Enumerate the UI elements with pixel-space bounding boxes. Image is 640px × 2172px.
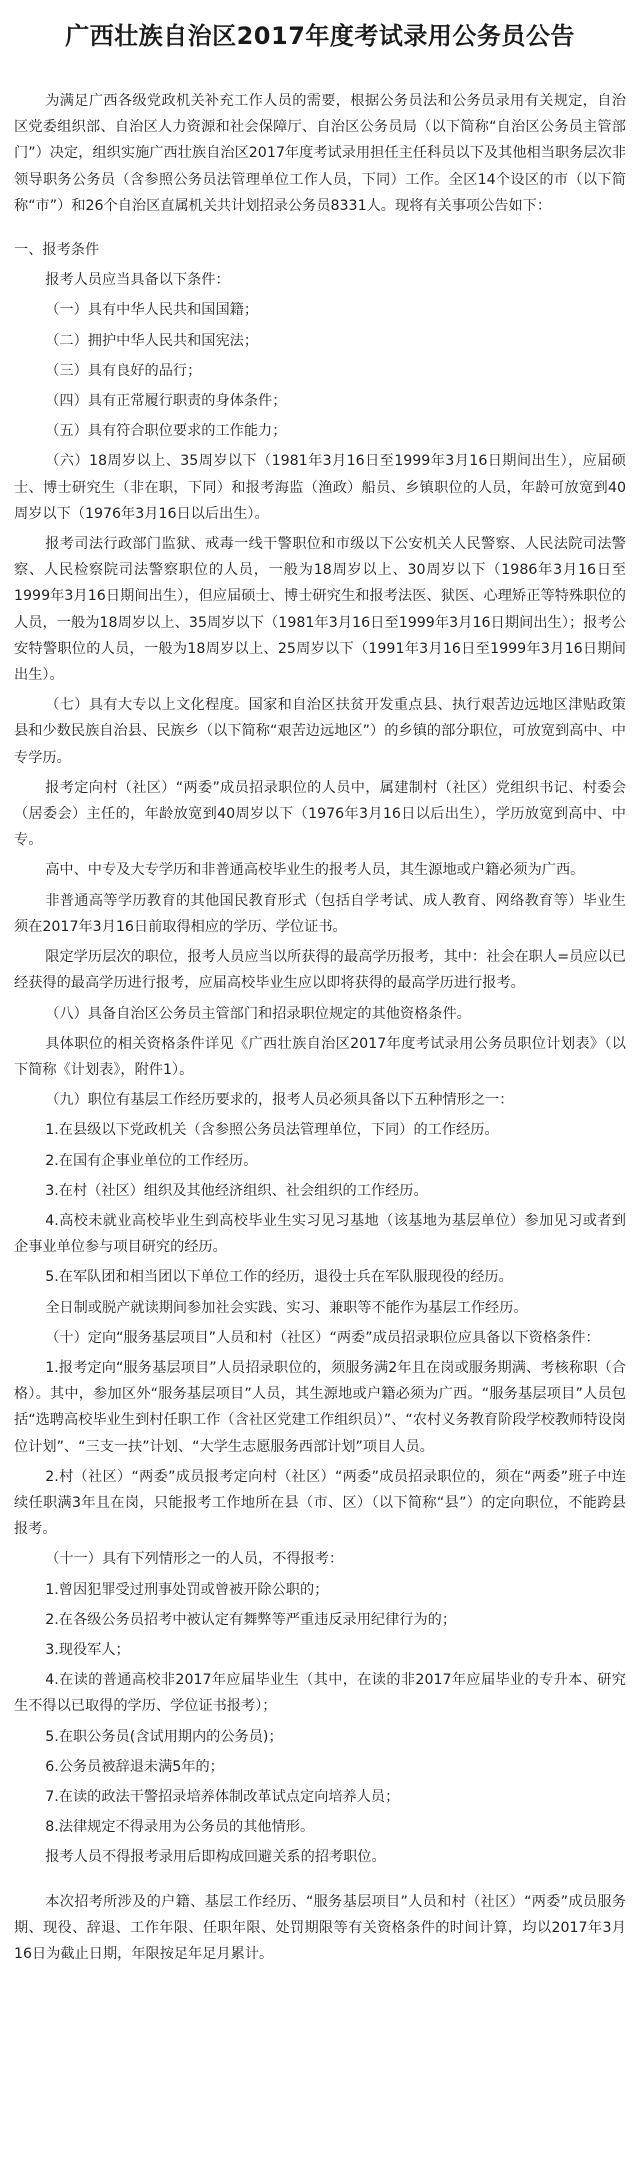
announcement-body (14, 88, 626, 1971)
paragraph: （九）职位有基层工作经历要求的，报考人员必须具备以下五种情形之一： (45, 1092, 514, 1109)
page-title: 广西壮族自治区2017年度考试录用公务员公告 (65, 22, 575, 50)
paragraph: 具体职位的相关资格条件详见《广西壮族自治区2017年度考试录用公务员职位计划表》（以下简称《计划表》，附件1）。 (14, 1035, 626, 1078)
paragraph: （七）具有大专以上文化程度。国家和自治区扶贫开发重点县、执行艰苦边远地区津贴政策县和少数民族自治县、民族乡（以下简称“艰苦边远地区”）的乡镇的部分职位，可放宽到高中、中专学历。 (14, 697, 626, 766)
paragraph: 5.在职公务员(含试用期内的公务员)； (45, 1728, 283, 1745)
paragraph: 为满足广西各级党政机关补充工作人员的需要，根据公务员法和公务员录用有关规定，自治区党委组织部、自治区人力资源和社会保障厅、自治区公务员局（以下简称“自治区公务员主管部门”）决定，组织实施广西壮族自治区2017年度考试录用担任主任科员以下及其他相当职务层次非领导职务公务员（含参照公务员法管理单位工作人员，下同）工作。全区14个设区的市（以下简称“市”）和26个自治区直属机关共计划招录公务员8331人。现将有关事项公告如下： (14, 93, 626, 214)
paragraph: （十一）具有下列情形之一的人员，不得报考： (45, 1551, 344, 1568)
paragraph: 报考司法行政部门监狱、戒毒一线干警职位和市级以下公安机关人民警察、人民法院司法警察、人民检察院司法警察职位的人员，一般为18周岁以上、30周岁以下（1986年3月16日至1999年3月16日期间出生），但应届硕士、博士研究生和报考法医、狱医、心理矫正等特殊职位的人员，一般为18周岁以上、35周岁以下（1981年3月16日至1999年3月16日期间出生）；报考公安特警职位的人员，一般为18周岁以上、25周岁以下（1991年3月16日至1999年3月16日期间出生）。 (14, 536, 626, 684)
paragraph: （四）具有正常履行职责的身体条件； (45, 393, 287, 410)
paragraph: 1.曾因犯罪受过刑事处罚或曾被开除公职的； (45, 1581, 329, 1598)
paragraph: 报考人员不得报考录用后即构成回避关系的招考职位。 (45, 1849, 386, 1866)
paragraph: 报考人员应当具备以下条件： (45, 272, 230, 289)
paragraph: 1.在县级以下党政机关（含参照公务员法管理单位，下同）的工作经历。 (45, 1122, 499, 1139)
paragraph: 限定学历层次的职位，报考人员应当以所获得的最高学历报考，其中：社会在职人=员应以已经获得的最高学历进行报考，应届高校毕业生应以即将获得的最高学历进行报考。 (14, 949, 626, 992)
paragraph: 全日制或脱产就读期间参加社会实践、实习、兼职等不能作为基层工作经历。 (45, 1299, 528, 1316)
paragraph: 3.现役军人； (45, 1641, 130, 1658)
paragraph: （一）具有中华人民共和国国籍； (45, 302, 259, 319)
paragraph: （三）具有良好的品行； (45, 362, 202, 379)
paragraph: 6.公务员被辞退未满5年的； (45, 1758, 224, 1775)
paragraph: 2.村（社区）“两委”成员报考定向村（社区）“两委”成员招录职位的，须在“两委”班子中连续任职满3年且在岗，只能报考工作地所在县（市、区）（以下简称“县”）的定向职位，不能跨县报考。 (14, 1468, 626, 1538)
paragraph: （五）具有符合职位要求的工作能力； (45, 423, 287, 440)
paragraph: 2.在各级公务员招考中被认定有舞弊等严重违反录用纪律行为的； (45, 1611, 457, 1628)
paragraph: （八）具备自治区公务员主管部门和招录职位规定的其他资格条件。 (45, 1005, 471, 1022)
paragraph: （六）18周岁以上、35周岁以下（1981年3月16日至1999年3月16日期间出生），应届硕士、博士研究生（非在职，下同）和报考海监（渔政）船员、乡镇职位的人员，年龄可放宽到40周岁以下（1976年3月16日以后出生）。 (14, 453, 626, 522)
paragraph: 4.高校未就业高校毕业生到高校毕业生实习见习基地（该基地为基层单位）参加见习或者到企事业单位参与项目研究的经历。 (14, 1212, 626, 1256)
paragraph: （十）定向“服务基层项目”人员和村（社区）“两委”成员招录职位应具备以下资格条件： (45, 1329, 600, 1346)
paragraph: 1.报考定向“服务基层项目”人员招录职位的，须服务满2年且在岗或服务期满、考核称职（合格）。其中，参加区外“服务基层项目”人员，其生源地或户籍必须为广西。“服务基层项目”人员包括“选聘高校毕业生到村任职工作（含社区党建工作组织员）”、“农村义务教育阶段学校教师特设岗位计划”、“三支一扶”计划、“大学生志愿服务西部计划”项目人员。 (14, 1359, 626, 1455)
paragraph: 非普通高等学历教育的其他国民教育形式（包括自学考试、成人教育、网络教育等）毕业生须在2017年3月16日前取得相应的学历、学位证书。 (14, 892, 626, 935)
paragraph: 5.在军队团和相当团以下单位工作的经历，退役士兵在军队服现役的经历。 (45, 1269, 513, 1286)
paragraph: 2.在国有企事业单位的工作经历。 (45, 1152, 258, 1169)
paragraph: 4.在读的普通高校非2017年应届毕业生（其中，在读的非2017年应届毕业的专升本、研究生不得以已取得的学历、学位证书报考）； (14, 1672, 626, 1715)
paragraph: 7.在读的政法干警招录培养体制改革试点定向培养人员； (45, 1788, 400, 1805)
paragraph: 本次招考所涉及的户籍、基层工作经历、“服务基层项目”人员和村（社区）“两委”成员服务期、现役、辞退、工作年限、任职年限、处罚期限等有关资格条件的时间计算，均以2017年3月16日为截止日期，年限按足年足月累计。 (14, 1893, 626, 1962)
paragraph: 一、报考条件 (14, 242, 100, 259)
paragraph: （二）拥护中华人民共和国宪法； (45, 332, 259, 349)
paragraph: 报考定向村（社区）“两委”成员招录职位的人员中，属建制村（社区）党组织书记、村委会（居委会）主任的，年龄放宽到40周岁以下（1976年3月16日以后出生），学历放宽到高中、中专。 (14, 779, 626, 849)
paragraph: 3.在村（社区）组织及其他经济组织、社会组织的工作经历。 (45, 1182, 428, 1199)
paragraph: 高中、中专及大专学历和非普通高校毕业生的报考人员，其生源地或户籍必须为广西。 (45, 862, 585, 879)
paragraph: 8.法律规定不得录用为公务员的其他情形。 (45, 1819, 315, 1836)
